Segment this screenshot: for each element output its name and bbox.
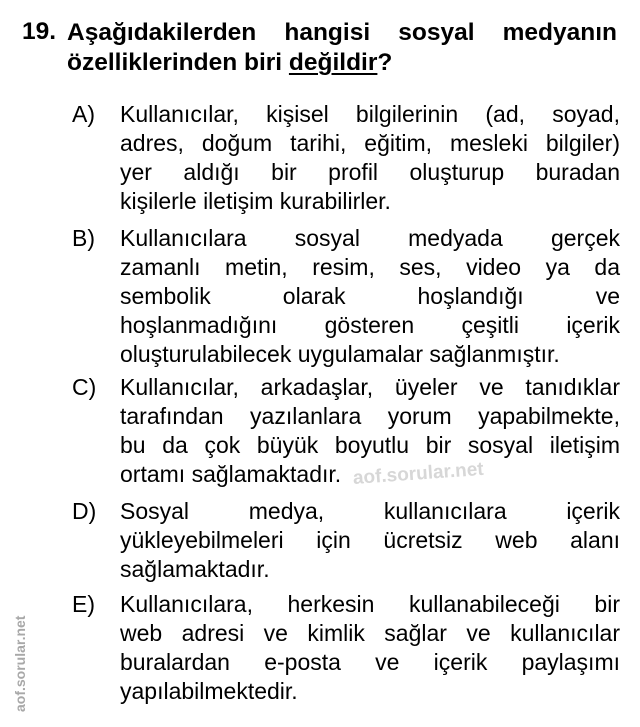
option-line: tarafından yazılanlara yorum yapabilmekte, [120,403,620,429]
option-letter-d: D) [72,498,97,524]
question-emphasis-word: değildir [288,49,378,76]
option-letter-e: E) [72,591,95,617]
question-stem-suffix: ? [377,49,393,76]
option-line: bu da çok büyük boyutlu bir sosyal iletişim [120,432,620,458]
option-line: ortamı sağlamaktadır. [120,461,342,487]
watermark-side: aof.sorular.net [12,615,28,712]
watermark-center: aof.sorular.net [352,458,485,489]
option-line: Kullanıcılar, arkadaşlar, üyeler ve tanıdıklar [120,374,620,400]
question-stem-line2 [67,48,617,78]
option-line: Kullanıcılar, kişisel bilgilerinin (ad, soyad, [120,101,620,127]
option-letter-c: C) [72,374,97,400]
option-line: Sosyal medya, kullanıcılara içerik [120,498,620,524]
option-line: sağlamaktadır. [120,556,270,582]
option-line: Kullanıcılara sosyal medyada gerçek [120,225,620,251]
option-line: web adresi ve kimlik sağlar ve kullanıcılar [120,620,620,646]
question-number: 19. [22,18,57,45]
option-line: sembolik olarak hoşlandığı ve [120,283,620,309]
option-line: hoşlanmadığını gösteren çeşitli içerik [120,312,620,338]
option-line: oluşturulabilecek uygulamalar sağlanmıştır. [120,341,560,367]
option-text-d [120,497,620,584]
question-stem [67,18,617,78]
option-letter-a: A) [72,101,95,127]
option-line: yükleyebilmeleri için ücretsiz web alanı [120,527,620,553]
option-line: adres, doğum tarihi, eğitim, mesleki bilgiler) [120,130,620,156]
option-letter-b: B) [72,225,95,251]
option-line: yer aldığı bir profil oluşturup buradan [120,159,620,185]
option-line: zamanlı metin, resim, ses, video ya da [120,254,620,280]
option-text-b [120,224,620,369]
question-stem-prefix: özelliklerinden biri [67,49,289,76]
option-line: kişilerle iletişim kurabilirler. [120,188,391,214]
option-text-e [120,590,620,706]
option-line: Kullanıcılara, herkesin kullanabileceği bir [120,591,620,617]
option-line: yapılabilmektedir. [120,678,298,704]
option-line: buralardan e-posta ve içerik paylaşımı [120,649,620,675]
option-text-a [120,100,620,216]
question-stem-line1: Aşağıdakilerden hangisi sosyal medyanın [67,19,617,46]
